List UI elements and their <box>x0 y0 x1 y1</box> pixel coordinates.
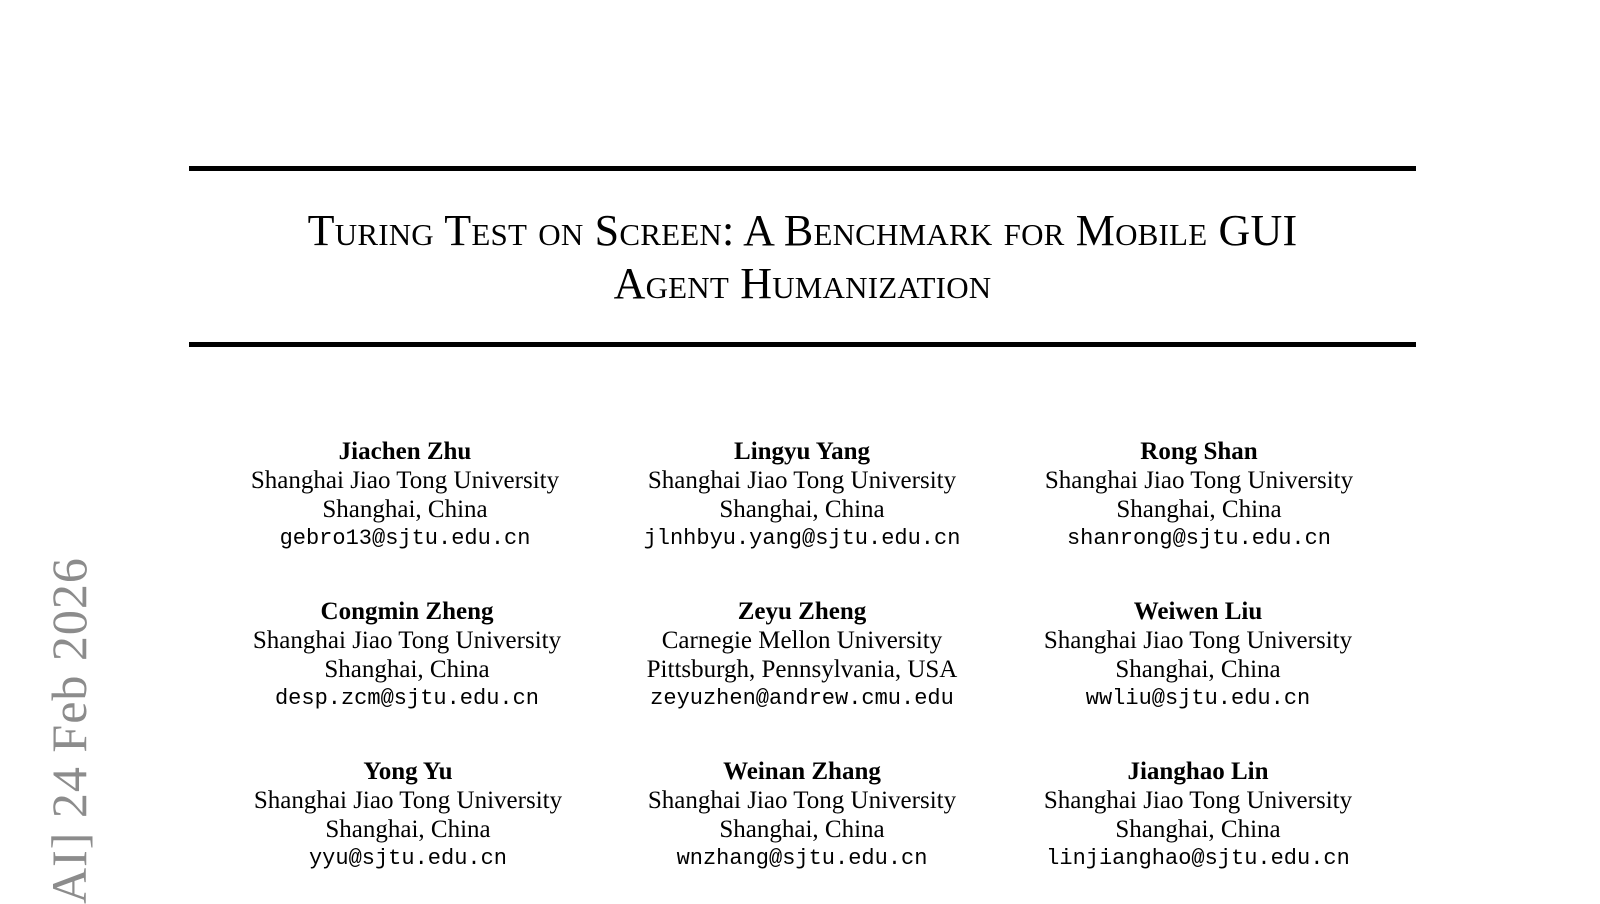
author-affiliation: Shanghai Jiao Tong University <box>1043 627 1353 654</box>
author-block <box>195 437 615 553</box>
author-affiliation: Shanghai Jiao Tong University <box>253 787 563 814</box>
author-email[interactable]: jlnhbyu.yang@sjtu.edu.cn <box>643 526 961 551</box>
author-location: Shanghai, China <box>324 656 490 683</box>
author-location: Shanghai, China <box>1115 656 1281 683</box>
author-location: Shanghai, China <box>322 496 488 523</box>
author-email[interactable]: wwliu@sjtu.edu.cn <box>1085 686 1311 711</box>
author-location: Shanghai, China <box>719 816 885 843</box>
author-email[interactable]: yyu@sjtu.edu.cn <box>308 846 508 871</box>
author-affiliation: Carnegie Mellon University <box>661 627 943 654</box>
author-name: Lingyu Yang <box>734 438 870 465</box>
author-name: Zeyu Zheng <box>737 598 867 625</box>
author-email[interactable]: linjianghao@sjtu.edu.cn <box>1046 846 1350 871</box>
author-name: Jiachen Zhu <box>338 438 472 465</box>
paper-title <box>189 204 1416 310</box>
author-email[interactable]: desp.zcm@sjtu.edu.cn <box>274 686 540 711</box>
author-affiliation: Shanghai Jiao Tong University <box>1043 787 1353 814</box>
author-name: Rong Shan <box>1140 438 1258 465</box>
author-location: Pittsburgh, Pennsylvania, USA <box>646 656 958 683</box>
author-affiliation: Shanghai Jiao Tong University <box>647 467 957 494</box>
title-top-rule <box>189 166 1416 171</box>
author-affiliation: Shanghai Jiao Tong University <box>647 787 957 814</box>
author-name: Weiwen Liu <box>1133 598 1263 625</box>
author-email[interactable]: gebro13@sjtu.edu.cn <box>279 526 531 551</box>
author-affiliation: Shanghai Jiao Tong University <box>252 627 562 654</box>
author-email[interactable]: zeyuzhen@andrew.cmu.edu <box>650 686 954 711</box>
author-block <box>592 437 1012 553</box>
arxiv-sidebar-stamp: AI] 24 Feb 2026 <box>41 557 97 904</box>
author-block <box>197 597 617 713</box>
paper-title-line-1: Turing Test on Screen: A Benchmark for Mobile GUI <box>307 206 1298 255</box>
author-block <box>988 597 1408 713</box>
author-block <box>988 757 1408 873</box>
author-block <box>989 437 1409 553</box>
author-email[interactable]: wnzhang@sjtu.edu.cn <box>676 846 928 871</box>
author-location: Shanghai, China <box>719 496 885 523</box>
author-name: Jianghao Lin <box>1127 758 1269 785</box>
author-block <box>198 757 618 873</box>
author-name: Congmin Zheng <box>320 598 494 625</box>
author-block <box>592 757 1012 873</box>
author-name: Weinan Zhang <box>723 758 881 785</box>
title-bottom-rule <box>189 342 1416 347</box>
author-affiliation: Shanghai Jiao Tong University <box>250 467 560 494</box>
author-block <box>592 597 1012 713</box>
author-location: Shanghai, China <box>1116 496 1282 523</box>
author-location: Shanghai, China <box>1115 816 1281 843</box>
author-location: Shanghai, China <box>325 816 491 843</box>
author-affiliation: Shanghai Jiao Tong University <box>1044 467 1354 494</box>
paper-title-line-2: Agent Humanization <box>613 259 992 308</box>
author-name: Yong Yu <box>363 758 453 785</box>
author-email[interactable]: shanrong@sjtu.edu.cn <box>1066 526 1332 551</box>
